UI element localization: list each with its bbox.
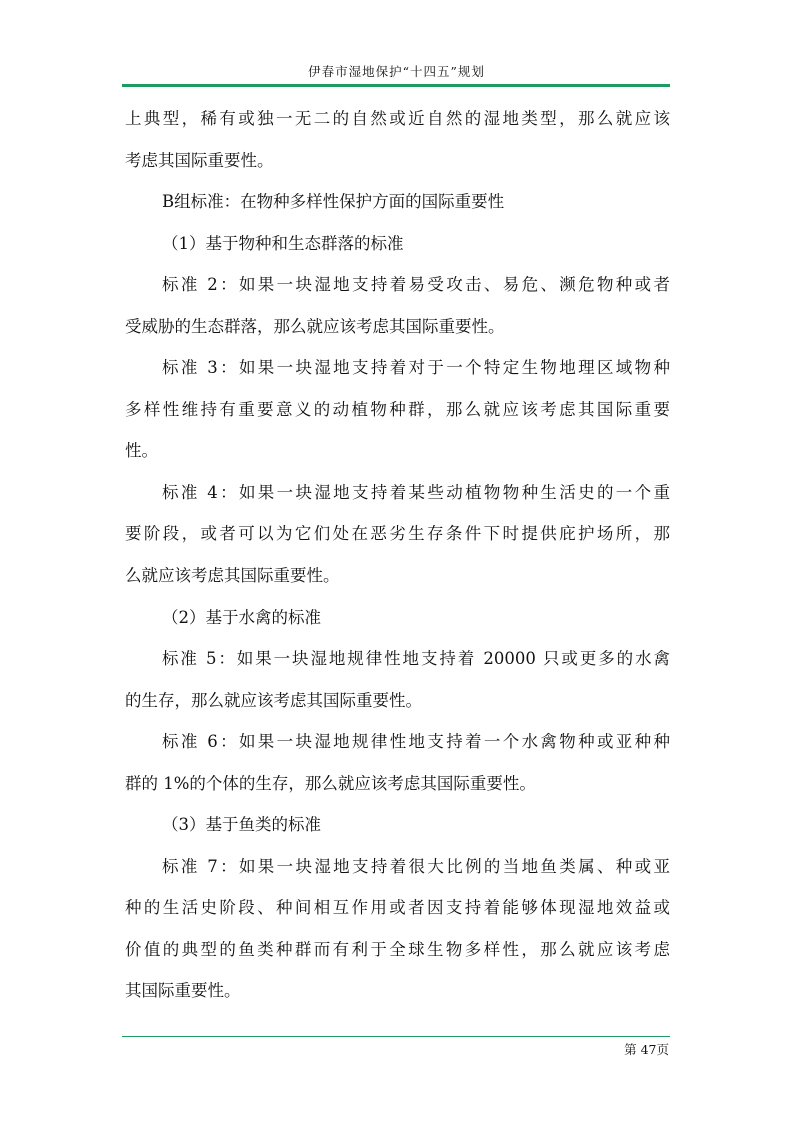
text-line: 标准 2：如果一块湿地支持着易受攻击、易危、濒危物种或者 xyxy=(162,275,670,295)
text-line: 的生存，那么就应该考虑其国际重要性。 xyxy=(125,690,422,710)
section-heading: B组标准：在物种多样性保护方面的国际重要性 xyxy=(162,192,505,212)
text-line: 标准 4：如果一块湿地支持着某些动植物物种生活史的一个重 xyxy=(162,482,670,502)
text-line: 性。 xyxy=(125,441,158,461)
text-line: 考虑其国际重要性。 xyxy=(125,150,274,170)
text-line: 上典型，稀有或独一无二的自然或近自然的湿地类型，那么就应该 xyxy=(125,109,670,128)
text-line: 标准 3：如果一块湿地支持着对于一个特定生物地理区域物种 xyxy=(162,358,670,378)
text-line: 价值的典型的鱼类种群而有利于全球生物多样性，那么就应该考虑 xyxy=(125,939,670,959)
subsection-heading: （1）基于物种和生态群落的标准 xyxy=(162,233,404,253)
document-body xyxy=(125,98,670,1012)
page-header-title: 伊春市湿地保护“十四五”规划 xyxy=(308,64,485,79)
subsection-heading: （3）基于鱼类的标准 xyxy=(162,815,321,835)
text-line: 其国际重要性。 xyxy=(125,981,241,1001)
text-line: 要阶段，或者可以为它们处在恶劣生存条件下时提供庇护场所，那 xyxy=(125,524,670,544)
text-line: 受威胁的生态群落，那么就应该考虑其国际重要性。 xyxy=(125,316,505,336)
text-line: 标准 7：如果一块湿地支持着很大比例的当地鱼类属、种或亚 xyxy=(162,856,670,876)
footer-rule xyxy=(122,1036,670,1037)
text-line: 标准 6：如果一块湿地规律性地支持着一个水禽物种或亚种种 xyxy=(162,732,670,752)
text-line: 种的生活史阶段、种间相互作用或者因支持着能够体现湿地效益或 xyxy=(125,898,670,918)
text-line: 标准 5：如果一块湿地规律性地支持着 20000 只或更多的水禽 xyxy=(162,649,670,669)
header-rule xyxy=(122,84,670,87)
subsection-heading: （2）基于水禽的标准 xyxy=(162,607,321,627)
text-line: 多样性维持有重要意义的动植物种群，那么就应该考虑其国际重要 xyxy=(125,399,670,419)
page-number: 第 47页 xyxy=(624,1042,669,1057)
text-line: 么就应该考虑其国际重要性。 xyxy=(125,566,340,586)
text-line: 群的 1%的个体的生存，那么就应该考虑其国际重要性。 xyxy=(125,773,536,793)
